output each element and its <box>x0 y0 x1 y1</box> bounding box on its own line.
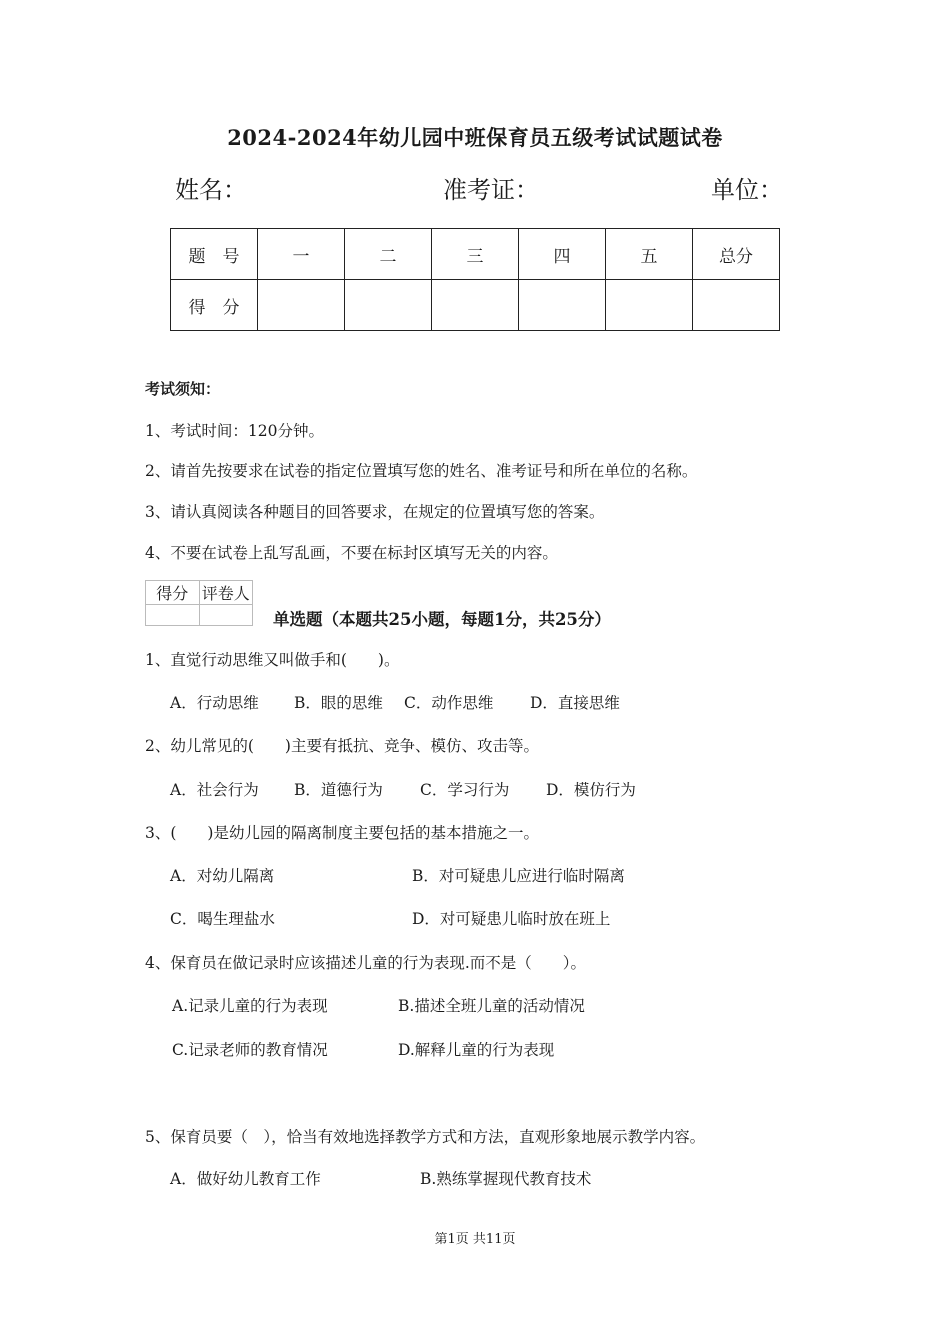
option: B．眼的思维 <box>294 694 383 712</box>
option: B.熟练掌握现代教育技术 <box>420 1170 592 1188</box>
score-header-cell: 总分 <box>693 229 780 280</box>
option: A．对幼儿隔离 <box>170 867 275 885</box>
option: A.记录儿童的行为表现 <box>172 997 328 1015</box>
unit-field-label: 单位： <box>711 176 783 204</box>
grader-reviewer-cell <box>199 605 253 626</box>
option: A．行动思维 <box>170 694 259 712</box>
score-entry-cell <box>345 280 432 331</box>
score-table-score-row <box>171 280 780 331</box>
page-footer: 第1页 共11页 <box>434 1232 516 1247</box>
question-stem: 3、( )是幼儿园的隔离制度主要包括的基本措施之一。 <box>145 824 539 842</box>
name-field-label: 姓名： <box>175 176 247 204</box>
option: D.解释儿童的行为表现 <box>398 1041 555 1059</box>
option: A．社会行为 <box>170 781 259 799</box>
question-stem: 1、直觉行动思维又叫做手和( )。 <box>145 651 400 669</box>
score-header-cell: 四 <box>519 229 606 280</box>
score-header-cell: 五 <box>606 229 693 280</box>
option: C．学习行为 <box>420 781 510 799</box>
score-header-cell: 一 <box>258 229 345 280</box>
score-entry-cell <box>432 280 519 331</box>
notice-item: 1、考试时间：120分钟。 <box>145 422 324 440</box>
grader-reviewer-label: 评卷人 <box>199 581 253 605</box>
page-title: 2024-2024年幼儿园中班保育员五级考试试题试卷 <box>227 125 723 150</box>
option: B.描述全班儿童的活动情况 <box>398 997 585 1015</box>
notice-item: 3、请认真阅读各种题目的回答要求，在规定的位置填写您的答案。 <box>145 503 605 521</box>
grader-score-label: 得分 <box>146 581 200 605</box>
grader-box <box>145 580 253 626</box>
option: D．模仿行为 <box>546 781 636 799</box>
exam-number-field-label: 准考证： <box>443 176 539 204</box>
score-entry-cell <box>606 280 693 331</box>
score-entry-cell <box>258 280 345 331</box>
option: C．动作思维 <box>404 694 494 712</box>
score-table-header-row <box>171 229 780 280</box>
option: C.记录老师的教育情况 <box>172 1041 328 1059</box>
option: B．道德行为 <box>294 781 383 799</box>
option: C．喝生理盐水 <box>170 910 275 928</box>
score-header-cell: 三 <box>432 229 519 280</box>
notice-heading: 考试须知： <box>145 380 221 398</box>
option: D．对可疑患儿临时放在班上 <box>412 910 611 928</box>
score-entry-cell <box>519 280 606 331</box>
option: A．做好幼儿教育工作 <box>170 1170 321 1188</box>
notice-item: 4、不要在试卷上乱写乱画，不要在标封区填写无关的内容。 <box>145 544 558 562</box>
option: B．对可疑患儿应进行临时隔离 <box>412 867 625 885</box>
section-heading: 单选题（本题共25小题，每题1分，共25分） <box>273 610 611 629</box>
question-stem: 5、保育员要（ ），恰当有效地选择教学方式和方法，直观形象地展示教学内容。 <box>145 1128 706 1146</box>
question-stem: 2、幼儿常见的( )主要有抵抗、竞争、模仿、攻击等。 <box>145 737 539 755</box>
option: D．直接思维 <box>530 694 620 712</box>
score-entry-cell <box>693 280 780 331</box>
score-header-cell: 二 <box>345 229 432 280</box>
notice-item: 2、请首先按要求在试卷的指定位置填写您的姓名、准考证号和所在单位的名称。 <box>145 462 698 480</box>
score-table <box>170 228 780 331</box>
question-stem: 4、保育员在做记录时应该描述儿童的行为表现.而不是（ ）。 <box>145 954 587 972</box>
grader-score-cell <box>146 605 200 626</box>
score-row-label: 得 分 <box>171 280 258 331</box>
score-header-cell: 题 号 <box>171 229 258 280</box>
